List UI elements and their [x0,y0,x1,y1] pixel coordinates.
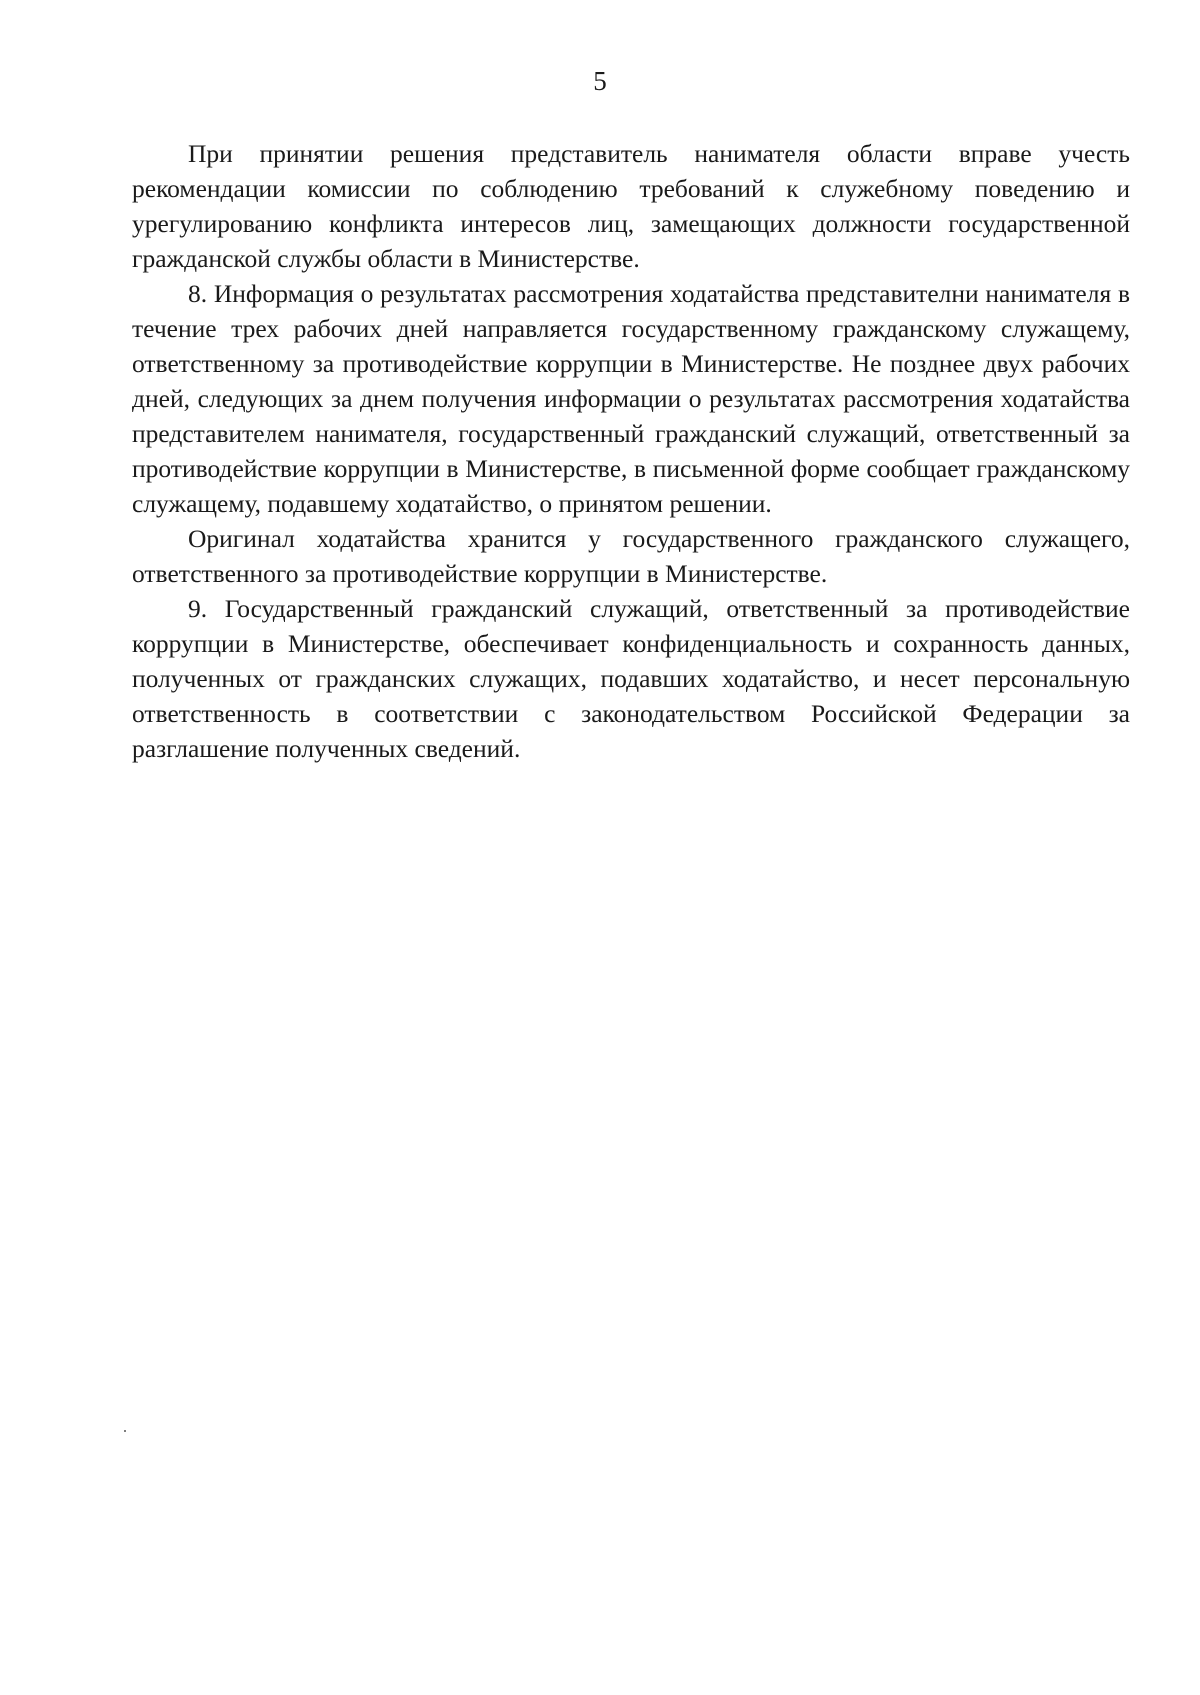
scan-artifact-dot [124,1430,126,1432]
paragraph-item-9: 9. Государственный гражданский служащий, ответственный за противодействие коррупции в Министерстве, обеспечивает конфиденциальность и сохранность данных, полученных от гражданских служащих, подавших ходатайство, и несет персональную ответственность в соответствии с законодательством Российской Федерации за разглашение полученных сведений. [132,594,1130,763]
document-body [132,136,1130,766]
page-number: 5 [593,66,607,96]
paragraph-item-8: 8. Информация о результатах рассмотрения ходатайства представителни нанимателя в течение трех рабочих дней направляется государственному гражданскому служащему, ответственному за противодействие коррупции в Министерстве. Не позднее двух рабочих дней, следующих за днем получения информации о результатах рассмотрения ходатайства представителем нанимателя, государственный гражданский служащий, ответственный за противодействие коррупции в Министерстве, в письменной форме сообщает гражданскому служащему, подавшему ходатайство, о принятом решении. [132,279,1130,518]
paragraph-original-storage: Оригинал ходатайства хранится у государственного гражданского служащего, ответственного за противодействие коррупции в Министерстве. [132,524,1130,588]
paragraph-commission-recommendations: При принятии решения представитель нанимателя области вправе учесть рекомендации комиссии по соблюдению требований к служебному поведению и урегулированию конфликта интересов лиц, замещающих должности государственной гражданской службы области в Министерстве. [132,139,1130,273]
